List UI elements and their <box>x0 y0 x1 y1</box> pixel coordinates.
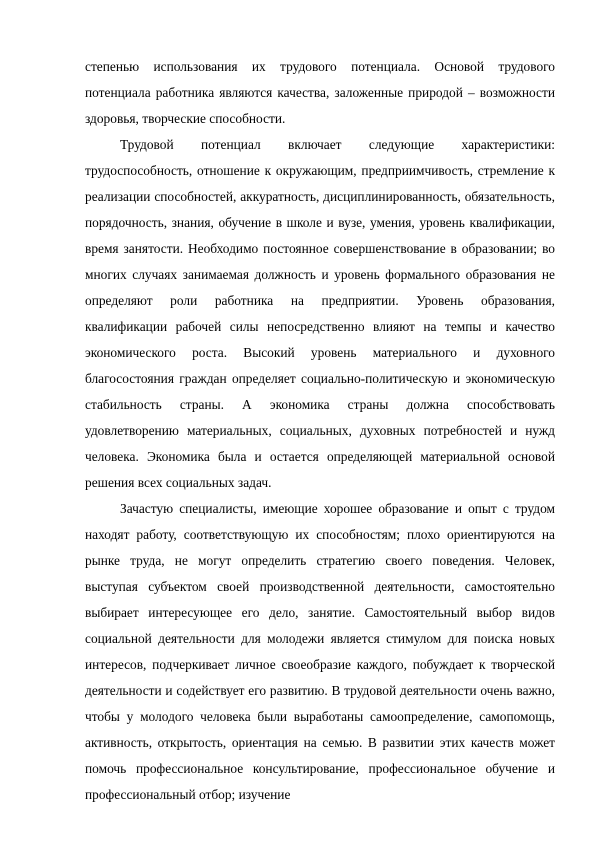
paragraph-2: Трудовой потенциал включает следующие характеристики: трудоспособность, отношение к окружающим, предприимчивость, стремление к реализации способностей, аккуратность, дисциплинированность, обязательность, порядочность, знания, обучение в школе и вузе, умения, уровень квалификации, время занятости. Необходимо постоянное совершенствование в образовании; во многих случаях занимаемая должность и уровень формального образования не определяют роли работника на предприятии. Уровень образования, квалификации рабочей силы непосредственно влияют на темпы и качество экономического роста. Высокий уровень материального и духовного благосостояния граждан определяет социально-политическую и экономическую стабильность страны. А экономика страны должна способствовать удовлетворению материальных, социальных, духовных потребностей и нужд человека. Экономика была и остается определяющей материальной основой решения всех социальных задач. <box>85 137 555 490</box>
paragraph-3: Зачастую специалисты, имеющие хорошее образование и опыт с трудом находят работу, соответствующую их способностям; плохо ориентируются на рынке труда, не могут определить стратегию своего поведения. Человек, выступая субъектом своей производственной деятельности, самостоятельно выбирает интересующее его дело, занятие. Самостоятельный выбор видов социальной деятельности для молодежи является стимулом для поиска новых интересов, подчеркивает личное своеобразие каждого, побуждает к творческой деятельности и содействует его развитию. В трудовой деятельности очень важно, чтобы у молодого человека были выработаны самоопределение, самопомощь, активность, открытость, ориентация на семью. В развитии этих качеств может помочь профессиональное консультирование, профессиональное обучение и профессиональный отбор; изучение <box>85 501 555 802</box>
document-body <box>85 54 555 808</box>
paragraph-1: степенью использования их трудового потенциала. Основой трудового потенциала работника являются качества, заложенные природой – возможности здоровья, творческие способности. <box>85 59 555 126</box>
